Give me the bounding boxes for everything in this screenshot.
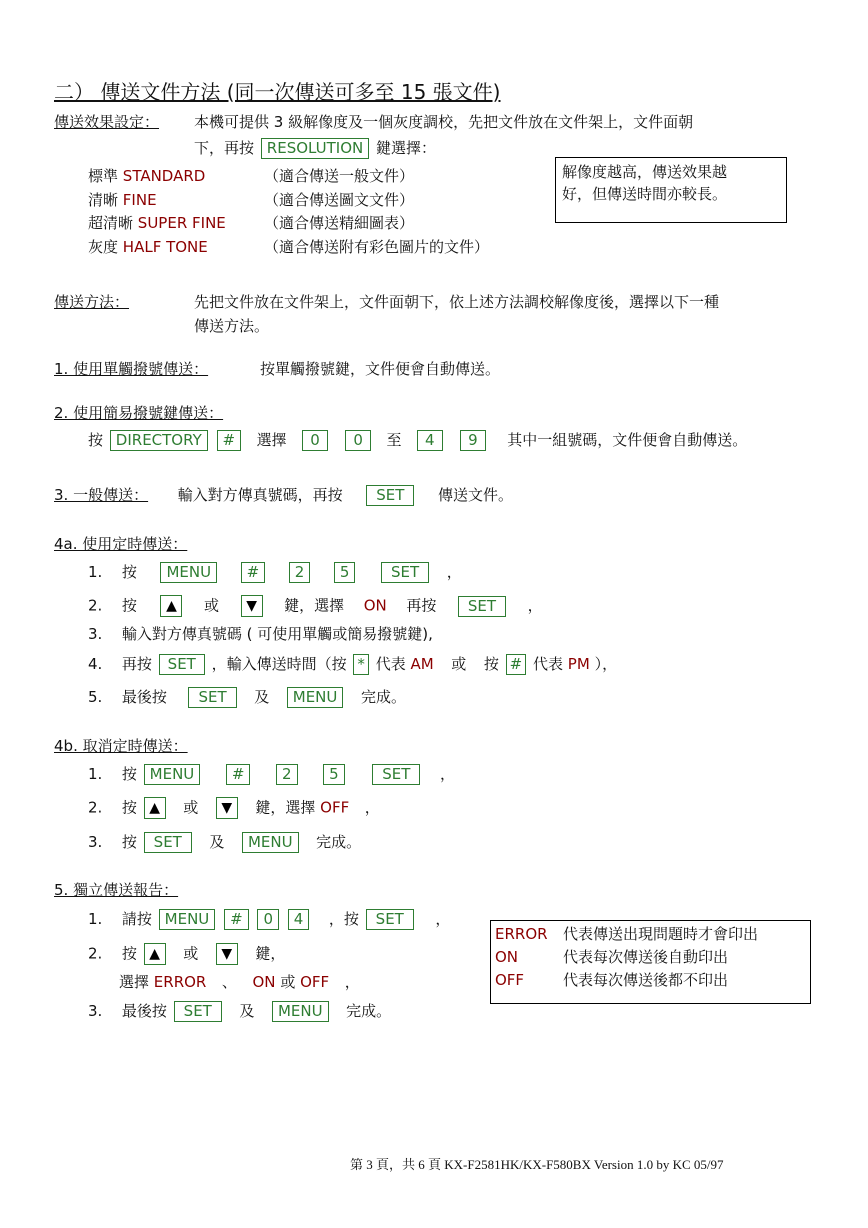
menu-key[interactable]: MENU [242,832,299,853]
resolution-key[interactable]: RESOLUTION [261,138,369,159]
text: ）， [594,655,618,673]
mode-standard [88,166,205,186]
section-4a-label: 4a. 使用定時傳送： [54,535,188,553]
text: 或 [183,944,199,963]
up-arrow-icon[interactable]: ▲ [144,797,166,819]
set-key[interactable]: SET [372,764,420,785]
section-1-text: 按單觸撥號鍵，文件便會自動傳送。 [260,360,501,378]
directory-key[interactable]: DIRECTORY [110,430,208,451]
step-number: 5. [88,688,103,706]
text: ， [439,765,455,783]
mode-zh: 灰度 [88,238,119,256]
set-key[interactable]: SET [366,485,414,506]
set-key[interactable]: SET [381,562,429,583]
digit-key[interactable]: 0 [257,909,279,930]
step-number: 2. [88,944,103,963]
method-label: 傳送方法： [54,293,130,311]
text: 其中一組號碼，文件便會自動傳送。 [507,431,748,449]
text: 及 [209,833,225,851]
resolution-note-line-2: 好，但傳送時間亦較長。 [562,185,728,203]
section-4a-step-4 [88,654,617,675]
mode-en: SUPER FINE [137,214,226,232]
digit-key[interactable]: 4 [417,430,443,451]
step-number: 3. [88,1002,103,1020]
digit-key[interactable]: 2 [276,764,298,785]
on-option: ON [363,596,387,615]
mode-zh: 標準 [88,167,119,185]
text: 完成。 [360,688,406,706]
legend-value: 代表傳送出現問題時才會印出 [563,925,759,943]
legend-row [495,946,728,969]
text: 按 [121,596,137,615]
section-4a-step-5 [88,687,406,708]
legend-row [495,969,728,992]
text: 按 [121,944,137,963]
menu-key[interactable]: MENU [144,764,201,785]
resolution-note-line-1: 解像度越高，傳送效果越 [562,163,728,181]
section-4b-step-2 [88,797,380,819]
text: ，輸入傳送時間（按 [211,655,347,673]
star-key[interactable]: * [353,654,369,675]
step-number: 3. [88,833,103,851]
mode-fine-desc: （適合傳送圖文文件） [264,191,415,209]
effect-label: 傳送效果設定： [54,113,160,131]
menu-key[interactable]: MENU [160,562,217,583]
mode-half-tone [88,237,208,257]
text: 鍵，選擇 [255,798,316,817]
digit-key[interactable]: 0 [345,430,371,451]
text: 再按 [406,596,437,615]
text: 、 [221,973,237,991]
text: ， [446,563,462,581]
text: 至 [386,431,402,449]
error-option: ERROR [153,973,207,991]
text: 或 [451,655,467,673]
up-arrow-icon[interactable]: ▲ [144,943,166,965]
text: 輸入對方傳真號碼，再按 [177,486,343,504]
down-arrow-icon[interactable]: ▼ [241,595,263,617]
mode-super-fine-desc: （適合傳送精細圖表） [264,214,415,232]
digit-key[interactable]: 2 [289,562,311,583]
pm-label: PM [567,655,590,673]
text: 按 [483,655,499,673]
section-5-step-3 [88,1001,391,1022]
hash-key[interactable]: # [217,430,242,451]
hash-key[interactable]: # [226,764,251,785]
text: 完成。 [316,833,362,851]
effect-text-1: 本機可提供 3 級解像度及一個灰度調校，先把文件放在文件架上，文件面朝 [194,113,694,131]
legend-value: 代表每次傳送後自動印出 [563,948,729,966]
menu-key[interactable]: MENU [159,909,216,930]
text: 最後按 [121,1002,167,1020]
text: 按 [88,431,104,449]
text: 及 [254,688,270,706]
section-4b-label: 4b. 取消定時傳送： [54,737,188,755]
mode-en: FINE [122,191,157,209]
text: ， [344,973,360,991]
off-option: OFF [320,798,350,817]
mode-zh: 清晰 [88,191,119,209]
digit-key[interactable]: 4 [288,909,310,930]
down-arrow-icon[interactable]: ▼ [216,943,238,965]
text: 傳送文件。 [437,486,513,504]
set-key[interactable]: SET [144,832,192,853]
text: 按 [121,798,137,817]
text: 代表 [375,655,406,673]
text: 或 [280,973,296,991]
section-2-line [88,430,747,451]
legend-key: ERROR [495,925,548,943]
text: ， [364,798,380,817]
digit-key[interactable]: 0 [302,430,328,451]
section-4a-step-2 [88,595,543,617]
text: 按 [121,765,137,783]
up-arrow-icon[interactable]: ▲ [160,595,182,617]
off-option: OFF [300,973,330,991]
section-5-label: 5. 獨立傳送報告： [54,881,179,899]
section-3-line [54,485,513,506]
mode-zh: 超清晰 [88,214,134,232]
section-5-step-2 [88,943,285,965]
text: 或 [204,596,220,615]
set-key[interactable]: SET [458,596,506,617]
legend-row [495,923,758,946]
set-key[interactable]: SET [159,654,205,675]
text: 請按 [121,910,152,928]
menu-key[interactable]: MENU [272,1001,329,1022]
text: 代表 [533,655,564,673]
mode-fine [88,190,157,210]
down-arrow-icon[interactable]: ▼ [216,797,238,819]
legend-value: 代表每次傳送後都不印出 [563,971,729,989]
text: 選擇 [119,973,150,991]
on-option: ON [252,973,276,991]
effect-text-2 [194,138,436,159]
mode-super-fine [88,213,226,233]
legend-key: ON [495,948,519,966]
step-number: 4. [88,655,103,673]
section-4b-step-1 [88,764,455,785]
step-number: 1. [88,765,103,783]
section-5-step-1 [88,909,450,930]
menu-key[interactable]: MENU [287,687,344,708]
page-footer: 第 3 頁，共 6 頁 KX-F2581HK/KX-F580BX Version 1.0 by KC 05/97 [350,1157,724,1172]
digit-key[interactable]: 5 [334,562,356,583]
am-label: AM [410,655,434,673]
digit-key[interactable]: 9 [460,430,486,451]
set-key[interactable]: SET [174,1001,222,1022]
mode-en: HALF TONE [122,238,208,256]
text: 輸入對方傳真號碼 ( 可使用單觸或簡易撥號鍵), [121,625,433,643]
method-text-1: 先把文件放在文件架上，文件面朝下，依上述方法調校解像度後，選擇以下一種 [194,293,720,311]
section-5-step-2-choice [119,972,360,992]
hash-key[interactable]: # [506,654,527,675]
section-1-label: 1. 使用單觸撥號傳送： [54,360,209,378]
text: 及 [239,1002,255,1020]
text: 選擇 [256,431,287,449]
section-3-label: 3. 一般傳送： [54,486,149,504]
section-4a-step-1 [88,562,462,583]
text: ， [435,910,451,928]
section-2-label: 2. 使用簡易撥號鍵傳送： [54,404,224,422]
text: ，按 [328,910,359,928]
resolution-note-box [555,157,787,223]
step-number: 1. [88,563,103,581]
step-number: 3. [88,625,103,643]
hash-key[interactable]: # [224,909,249,930]
mode-half-tone-desc: （適合傳送附有彩色圖片的文件） [264,238,490,256]
effect-text-2a: 下，再按 [194,139,255,157]
text: 或 [183,798,199,817]
mode-standard-desc: （適合傳送一般文件） [264,167,415,185]
text: 按 [121,833,137,851]
set-key[interactable]: SET [366,909,414,930]
text: 按 [121,563,137,581]
set-key[interactable]: SET [188,687,236,708]
page-title: 二） 傳送文件方法 (同一次傳送可多至 15 張文件) [54,80,501,104]
report-legend-box [490,920,811,1004]
mode-en: STANDARD [122,167,206,185]
text: 最後按 [121,688,167,706]
text: 鍵， [255,944,286,963]
digit-key[interactable]: 5 [323,764,345,785]
text: ， [527,596,543,615]
hash-key[interactable]: # [241,562,266,583]
text: 再按 [121,655,152,673]
text: 完成。 [346,1002,392,1020]
step-number: 2. [88,798,103,817]
step-number: 2. [88,596,103,615]
text: 鍵，選擇 [284,596,345,615]
legend-key: OFF [495,971,525,989]
section-4b-step-3 [88,832,361,853]
method-text-2: 傳送方法。 [194,317,270,335]
section-4a-step-3 [88,624,433,644]
effect-text-2b: 鍵選擇： [376,139,437,157]
step-number: 1. [88,910,103,928]
